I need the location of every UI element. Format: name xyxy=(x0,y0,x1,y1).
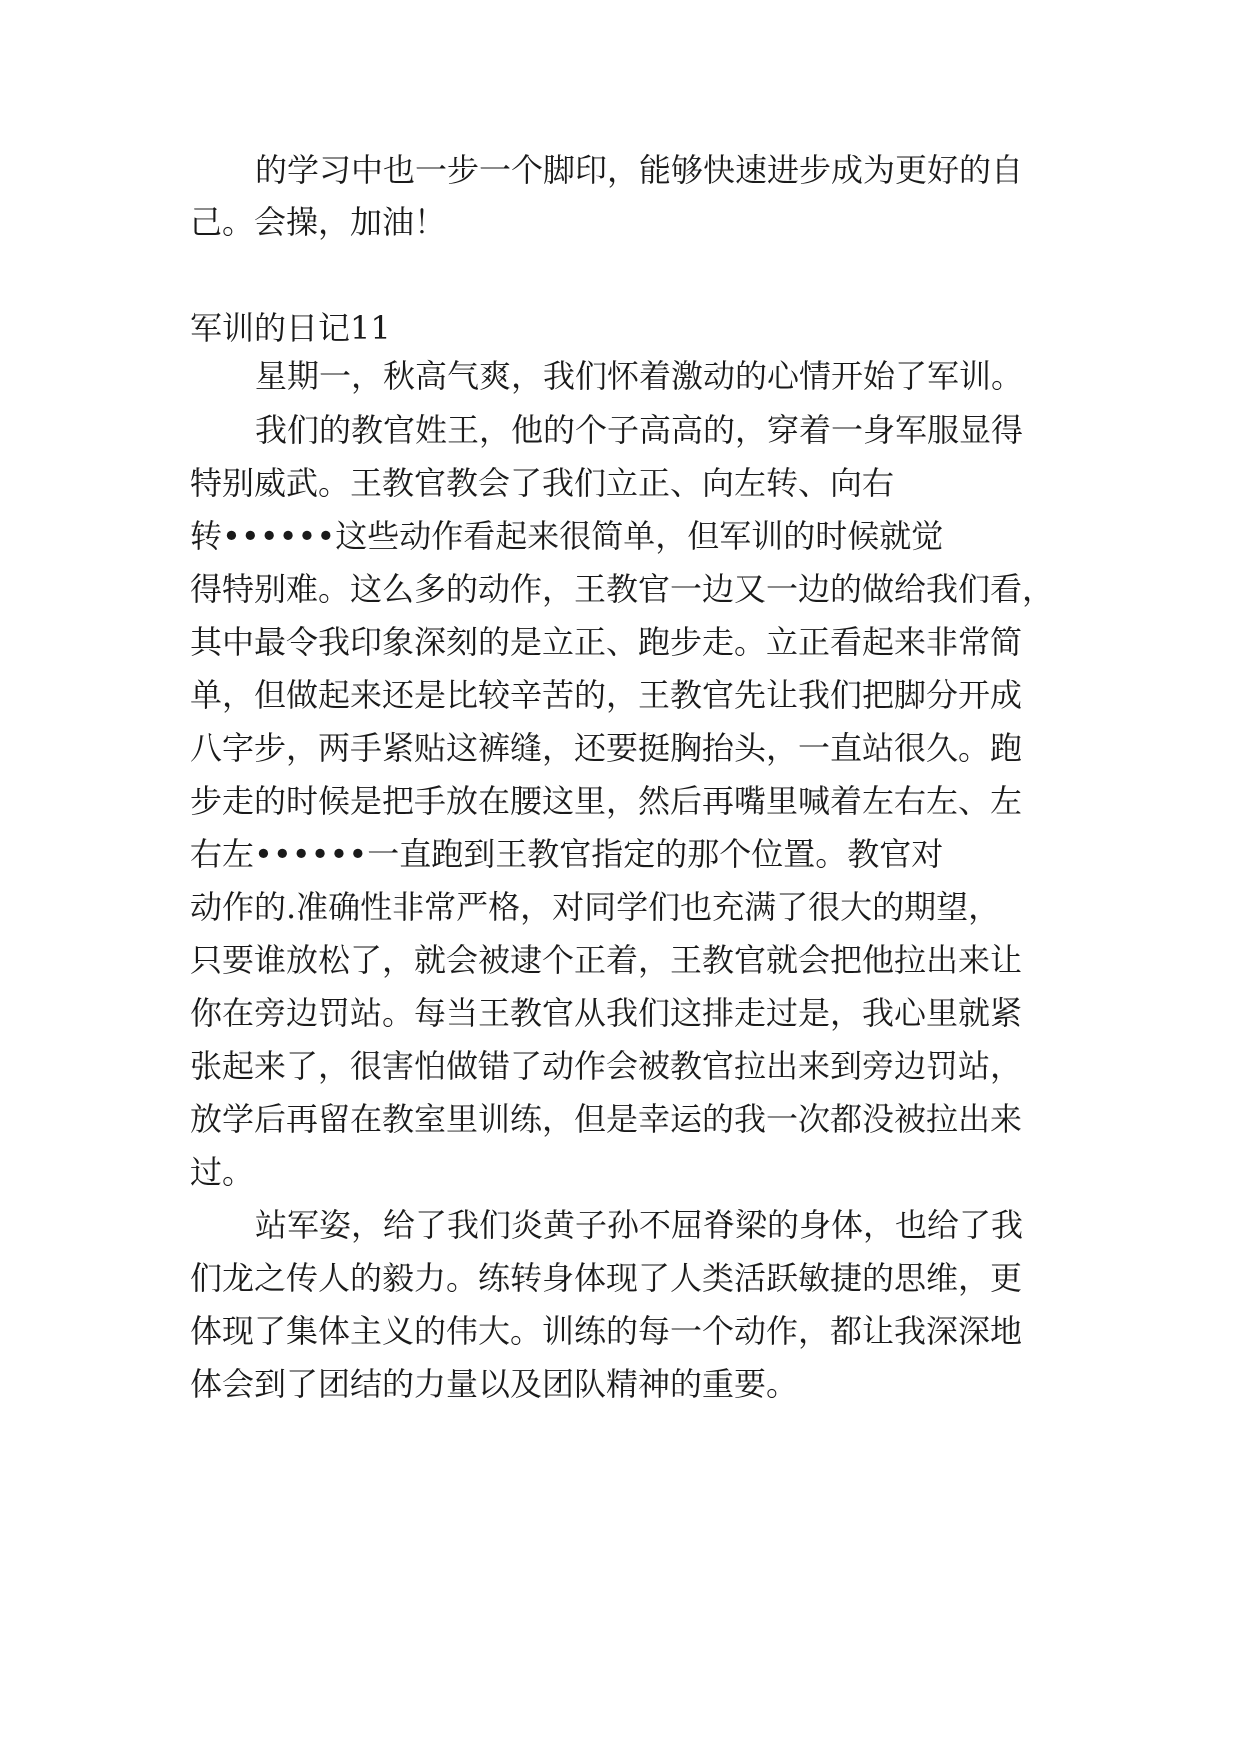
paragraph-2-line-14: 放学后再留在教室里训练，但是幸运的我一次都没被拉出来 xyxy=(190,1100,1023,1138)
paragraph-2-line-13: 张起来了，很害怕做错了动作会被教官拉出来到旁边罚站， xyxy=(190,1047,1023,1085)
paragraph-3-line-2: 们龙之传人的毅力。练转身体现了人类活跃敏捷的思维，更 xyxy=(190,1259,1023,1297)
continuation-line-1: 的学习中也一步一个脚印，能够快速进步成为更好的自 xyxy=(255,151,1024,189)
paragraph-3-line-4: 体会到了团结的力量以及团队精神的重要。 xyxy=(190,1365,799,1403)
paragraph-2-line-12: 你在旁边罚站。每当王教官从我们这排走过是，我心里就紧 xyxy=(190,994,1023,1032)
paragraph-2-line-10: 动作的.准确性非常严格，对同学们也充满了很大的期望， xyxy=(190,888,1001,926)
section-title: 军训的日记11 xyxy=(190,309,391,347)
paragraph-3-line-1: 站军姿，给了我们炎黄子孙不屈脊梁的身体，也给了我 xyxy=(255,1206,1024,1244)
paragraph-2-line-9: 右左••••••一直跑到王教官指定的那个位置。教官对 xyxy=(190,835,944,873)
paragraph-2-line-6: 单，但做起来还是比较辛苦的，王教官先让我们把脚分开成 xyxy=(190,676,1023,714)
paragraph-2-line-4: 得特别难。这么多的动作，王教官一边又一边的做给我们看， xyxy=(190,570,1055,608)
continuation-line-2: 己。会操，加油！ xyxy=(190,203,447,241)
paragraph-2-line-2: 特别威武。王教官教会了我们立正、向左转、向右 xyxy=(190,464,895,502)
paragraph-1-line-1: 星期一，秋高气爽，我们怀着激动的心情开始了军训。 xyxy=(255,357,1024,395)
paragraph-2-line-1: 我们的教官姓王，他的个子高高的，穿着一身军服显得 xyxy=(255,411,1024,449)
paragraph-2-line-8: 步走的时候是把手放在腰这里，然后再嘴里喊着左右左、左 xyxy=(190,782,1023,820)
paragraph-2-line-7: 八字步，两手紧贴这裤缝，还要挺胸抬头，一直站很久。跑 xyxy=(190,729,1023,767)
paragraph-2-line-11: 只要谁放松了，就会被逮个正着，王教官就会把他拉出来让 xyxy=(190,941,1023,979)
paragraph-2-line-3: 转••••••这些动作看起来很简单，但军训的时候就觉 xyxy=(190,517,944,555)
paragraph-2-line-5: 其中最令我印象深刻的是立正、跑步走。立正看起来非常简 xyxy=(190,623,1023,661)
paragraph-2-line-15: 过。 xyxy=(190,1153,255,1191)
paragraph-3-line-3: 体现了集体主义的伟大。训练的每一个动作，都让我深深地 xyxy=(190,1312,1023,1350)
